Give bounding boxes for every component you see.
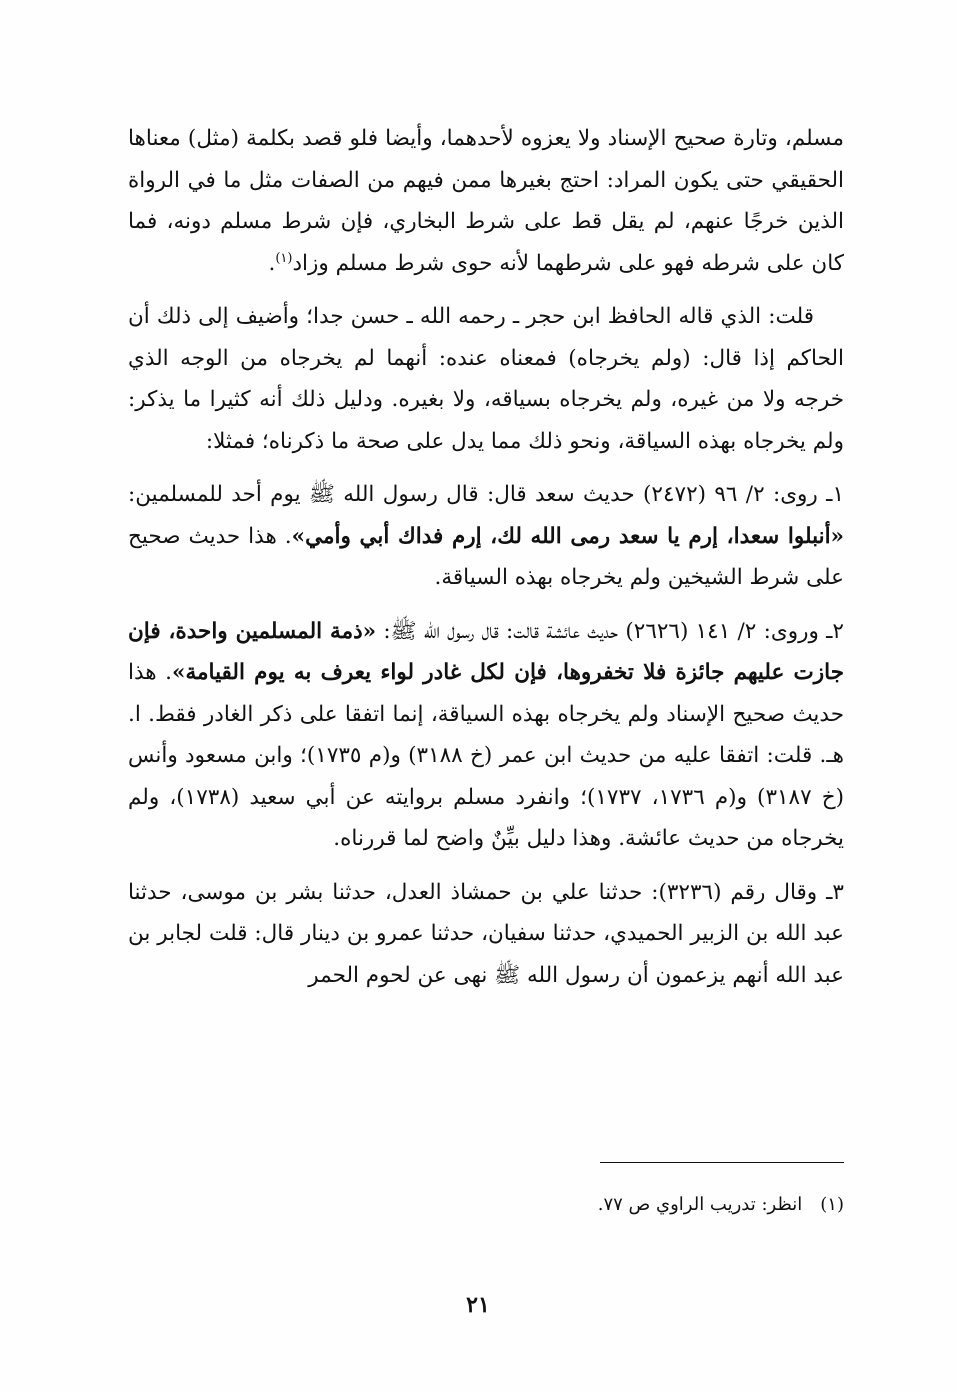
main-text xyxy=(128,118,844,1008)
example-2 xyxy=(128,611,844,860)
footnote-text: انظر: تدريب الراوي ص ٧٧. xyxy=(597,1194,803,1215)
hadith-quote-2: «ذمة المسلمين واحدة، فإن جازت عليهم جائزة فلا تخفروها، فإن لكل غادر لواء يعرف به يوم القيامة» xyxy=(128,618,845,685)
paragraph-1-end: . xyxy=(268,250,276,276)
paragraph-2: قلت: الذي قاله الحافظ ابن حجر ـ رحمه الله ـ حسن جدا؛ وأضيف إلى ذلك أن الحاكم إذا قال: (ولم يخرجاه) فمعناه عنده: أنهما لم يخرجاه من الوجه الذي خرجه ولا من غيره، ولم يخرجاه بسياقه، ولا بغيره. ودليل ذلك أنه كثيرا ما يذكر: ولم يخرجاه بهذه السياقة، ونحو ذلك مما يدل على صحة ما ذكرناه؛ فمثلا: xyxy=(128,304,844,454)
paragraph-1-text: مسلم، وتارة صحيح الإسناد ولا يعزوه لأحدهما، وأيضا فلو قصد بكلمة (مثل) معناها الحقيقي حتى يكون المراد: احتج بغيرها ممن فيهم من الصفات مثل ما في الرواة الذين خرجًا عنهم، لم يقل قط على شرط البخاري، فإن شرط مسلم دونه، فما كان على شرطه فهو على شرطهما لأنه حوى شرط مسلم وزاد xyxy=(128,126,844,276)
footnote-divider xyxy=(600,1162,844,1163)
example-2-comment: . هذا حديث صحيح الإسناد ولم يخرجاه بهذه السياقة، إنما اتفقا على ذكر الغادر فقط. ا. هـ. قلت: اتفقا عليه من حديث ابن عمر (خ ٣١٨٨) و(م ١٧٣٥)؛ وابن مسعود وأنس (خ ٣١٨٧) و(م ١٧٣٦، ١٧٣٧)؛ وانفرد مسلم بروايته عن أبي سعيد (١٧٣٨)، ولم يخرجاه من حديث عائشة. وهذا دليل بيِّنٌ واضح لما قررناه. xyxy=(128,660,844,851)
example-1 xyxy=(128,474,844,599)
page-number: ٢١ xyxy=(466,1292,490,1318)
footnote-ref[interactable]: (١) xyxy=(275,250,293,266)
footnote xyxy=(400,1190,844,1220)
example-3: ٣ـ وقال رقم (٣٢٣٦): حدثنا علي بن حمشاذ العدل، حدثنا بشر بن موسى، حدثنا عبد الله بن الزبير الحميدي، حدثنا سفيان، حدثنا عمرو بن دينار قال: قلت لجابر بن عبد الله أنهم يزعمون أن رسول الله ﷺ نهى عن لحوم الحمر xyxy=(128,879,844,988)
example-1-intro: ١ـ روى: ٢/ ٩٦ (٢٤٧٢) حديث سعد قال: قال رسول الله ﷺ يوم أحد للمسلمين: xyxy=(128,482,845,507)
hadith-quote-1: «أنبلوا سعدا، إرم يا سعد رمى الله لك، إرم فداك أبي وأمي» xyxy=(291,523,844,549)
footnote-number: (١) xyxy=(820,1194,844,1215)
example-2-intro: ٢ـ وروى: ٢/ ١٤١ (٢٦٢٦) حديث عائشة قالت: قال رسول الله ﷺ: xyxy=(383,618,844,644)
paragraph-1 xyxy=(128,118,844,284)
example-1-comment: . هذا حديث صحيح على شرط الشيخين ولم يخرجاه بهذه السياقة. xyxy=(128,523,844,590)
